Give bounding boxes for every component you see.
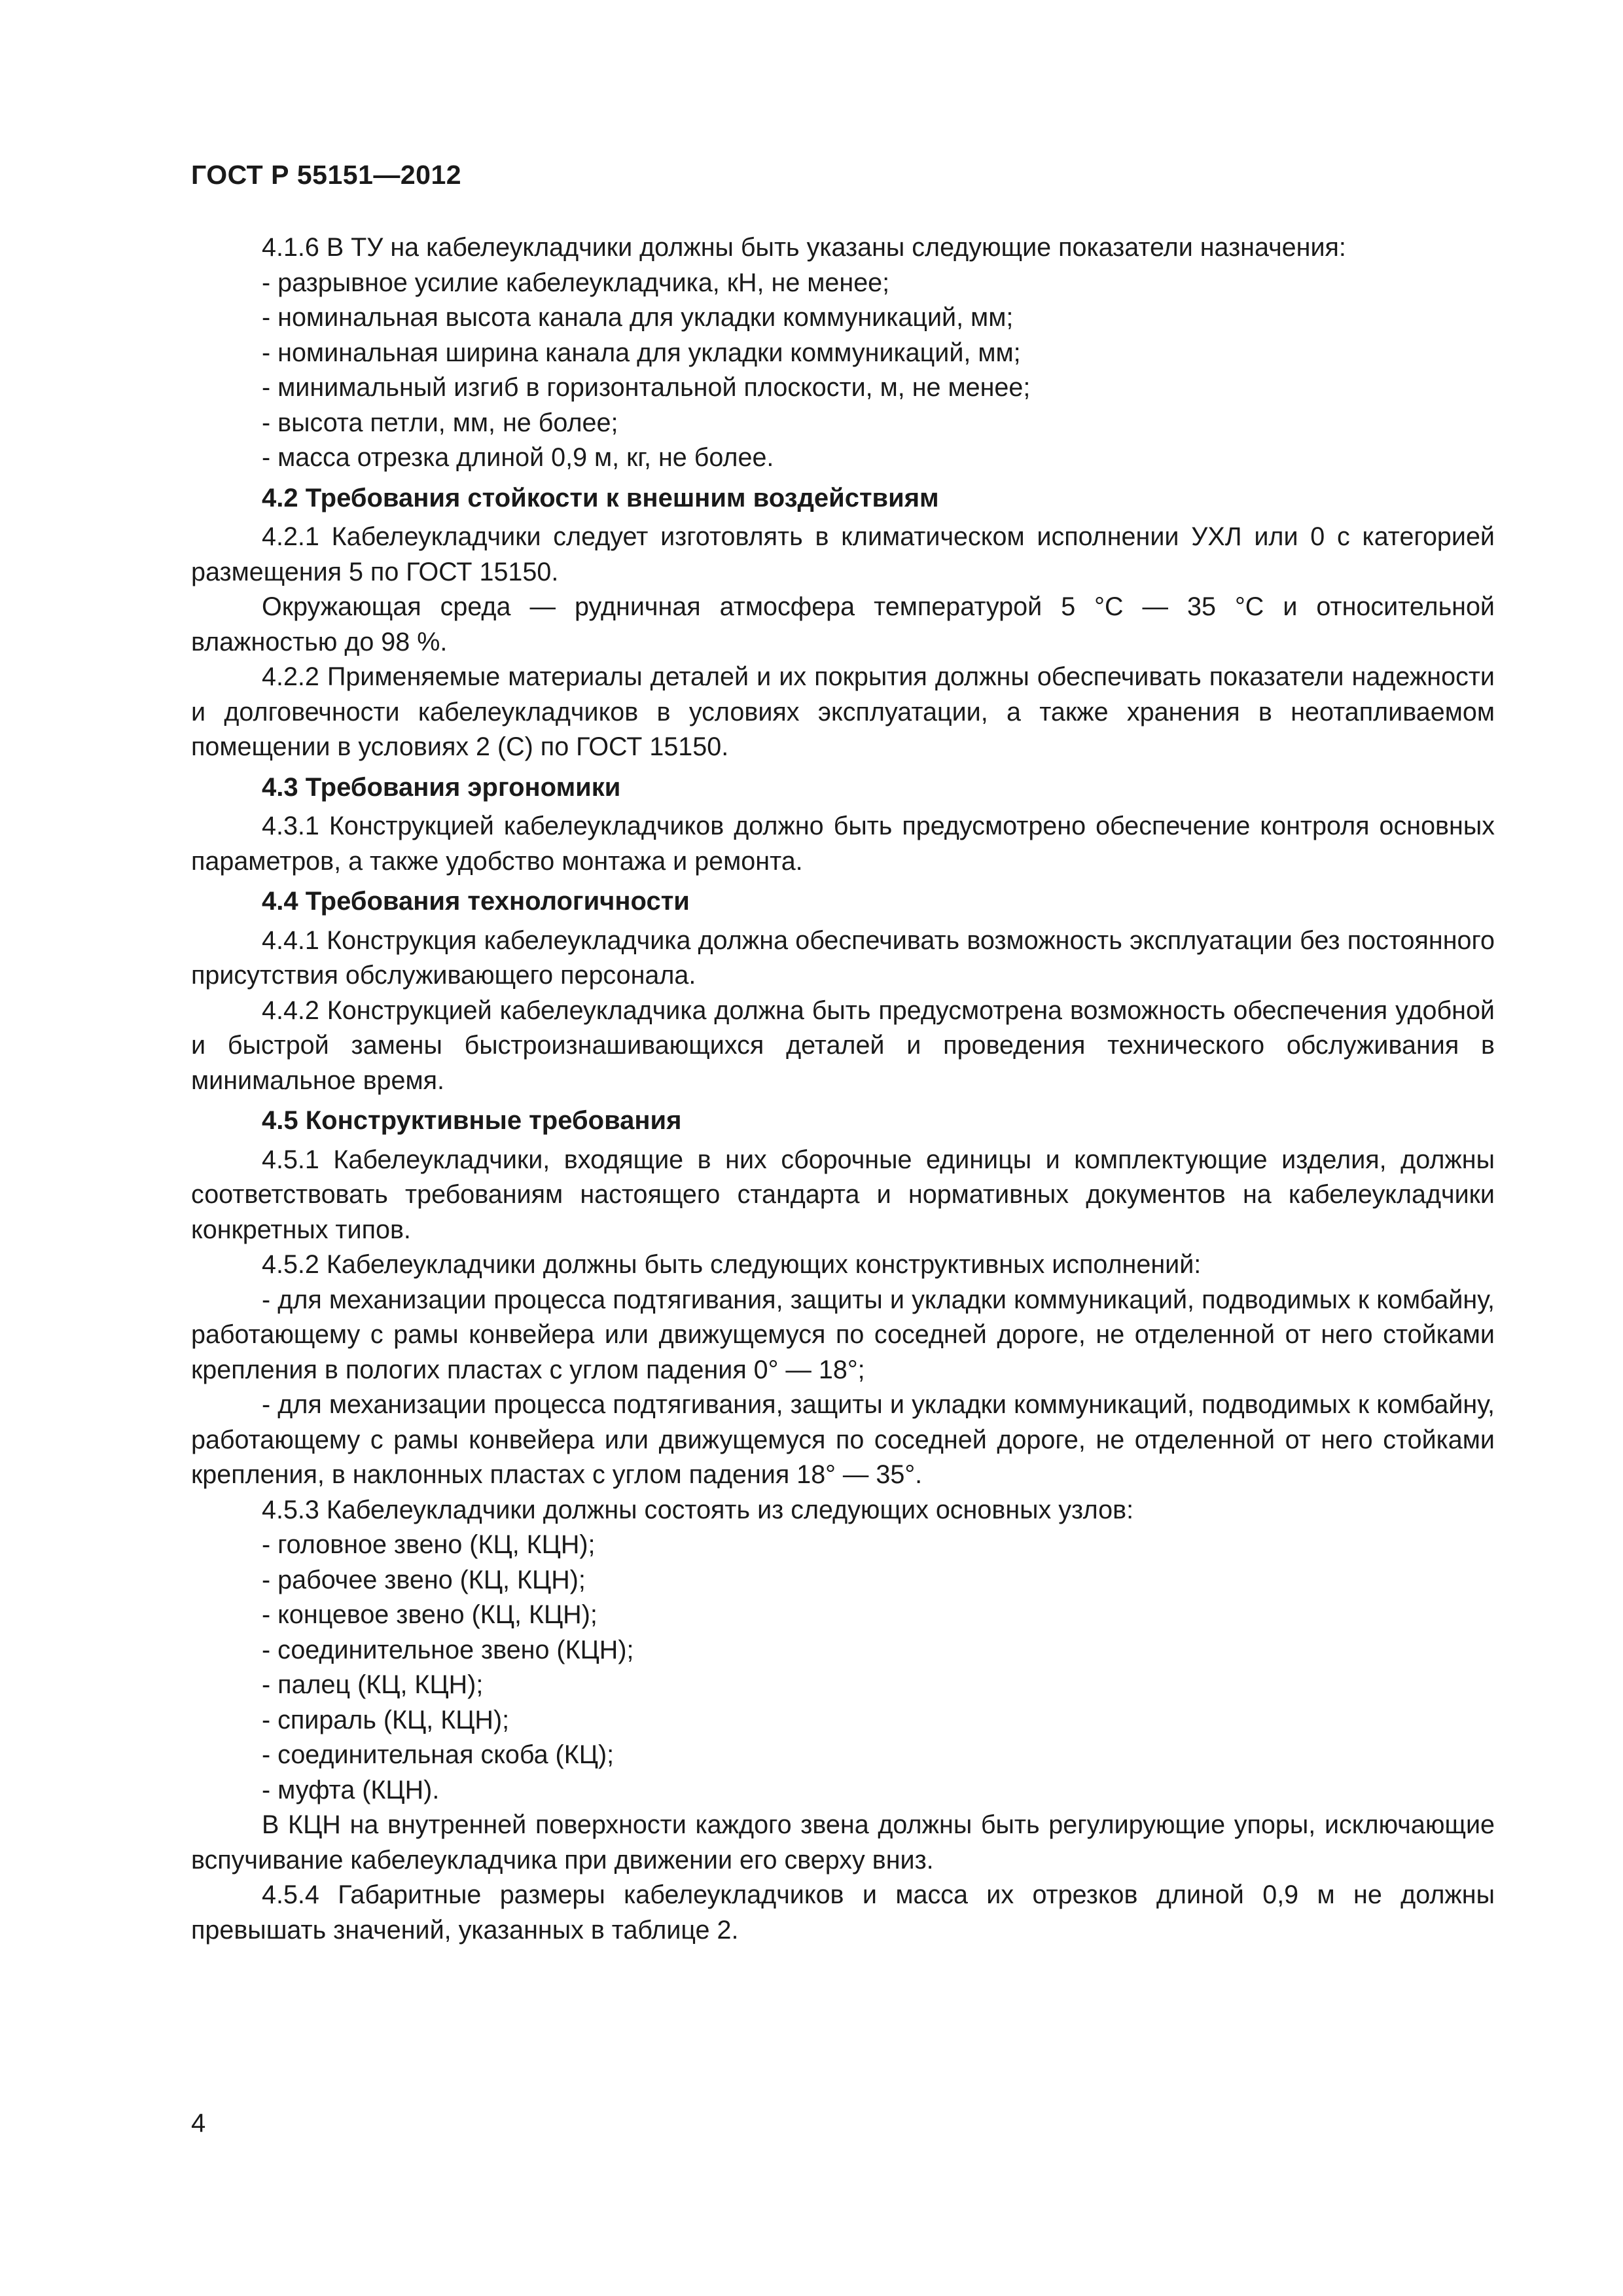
paragraph-4-2-2: 4.2.2 Применяемые материалы деталей и их покрытия должны обеспечивать показатели надежности и долговечности кабелеукладчиков в условиях эксплуатации, а также хранения в неотапливаемом помещении в условиях 2 (С) по ГОСТ 15150.	[191, 662, 1495, 761]
paragraph-4-5-1: 4.5.1 Кабелеукладчики, входящие в них сборочные единицы и комплектующие изделия, должны соответствовать требованиям настоящего стандарта и нормативных документов на кабелеукладчики конкретных типов.	[191, 1145, 1495, 1244]
section-heading-4-4: 4.4 Требования технологичности	[262, 887, 690, 916]
section-heading-4-2: 4.2 Требования стойкости к внешним воздействиям	[262, 483, 939, 512]
paragraph-4-2-1: 4.2.1 Кабелеукладчики следует изготовлять в климатическом исполнении УХЛ или 0 с категорией размещения 5 по ГОСТ 15150.	[191, 522, 1495, 586]
list-item: - номинальная высота канала для укладки коммуникаций, мм;	[262, 303, 1014, 332]
paragraph-4-5-4: 4.5.4 Габаритные размеры кабелеукладчиков и масса их отрезков длиной 0,9 м не должны превышать значений, указанных в таблице 2.	[191, 1880, 1495, 1945]
list-item: - концевое звено (КЦ, КЦН);	[262, 1600, 597, 1629]
list-item: - муфта (КЦН).	[262, 1775, 440, 1804]
list-item: - соединительное звено (КЦН);	[262, 1635, 634, 1664]
list-item: - масса отрезка длиной 0,9 м, кг, не более.	[262, 443, 774, 472]
list-item: - головное звено (КЦ, КЦН);	[262, 1530, 596, 1559]
page-number: 4	[191, 2109, 206, 2138]
list-item: - соединительная скоба (КЦ);	[262, 1740, 615, 1769]
list-item: - высота петли, мм, не более;	[262, 408, 618, 437]
section-heading-4-5: 4.5 Конструктивные требования	[262, 1106, 682, 1135]
list-item: - разрывное усилие кабелеукладчика, кН, не менее;	[262, 268, 890, 297]
list-item: - номинальная ширина канала для укладки коммуникаций, мм;	[262, 338, 1021, 367]
paragraph-4-4-1: 4.4.1 Конструкция кабелеукладчика должна обеспечивать возможность эксплуатации без постоянного присутствия обслуживающего персонала.	[191, 925, 1495, 990]
paragraph-environment: Окружающая среда — рудничная атмосфера температурой 5 °С — 35 °С и относительной влажностью до 98 %.	[191, 592, 1495, 656]
paragraph-4-5-2-variant-a: - для механизации процесса подтягивания, защиты и укладки коммуникаций, подводимых к комбайну, работающему с рамы конвейера или движущемуся по соседней дороге, не отделенной от него стойками крепления в пологих пластах с углом падения 0° — 18°;	[191, 1285, 1495, 1384]
paragraph-kcn-stops: В КЦН на внутренней поверхности каждого звена должны быть регулирующие упоры, исключающие вспучивание кабелеукладчика при движении его сверху вниз.	[191, 1810, 1495, 1874]
document-header: ГОСТ Р 55151—2012	[191, 160, 462, 190]
paragraph-4-3-1: 4.3.1 Конструкцией кабелеукладчиков должно быть предусмотрено обеспечение контроля основных параметров, а также удобство монтажа и ремонта.	[191, 812, 1495, 876]
section-heading-4-3: 4.3 Требования эргономики	[262, 772, 621, 802]
paragraph-4-1-6: 4.1.6 В ТУ на кабелеукладчики должны быть указаны следующие показатели назначения:	[262, 233, 1346, 262]
paragraph-4-5-3: 4.5.3 Кабелеукладчики должны состоять из следующих основных узлов:	[262, 1495, 1134, 1524]
list-item: - рабочее звено (КЦ, КЦН);	[262, 1565, 586, 1594]
list-item: - палец (КЦ, КЦН);	[262, 1670, 484, 1699]
document-body	[191, 230, 1495, 1948]
list-item: - минимальный изгиб в горизонтальной плоскости, м, не менее;	[262, 373, 1031, 402]
paragraph-4-4-2: 4.4.2 Конструкцией кабелеукладчика должна быть предусмотрена возможность обеспечения удобной и быстрой замены быстроизнашивающихся деталей и проведения технического обслуживания в минимальное время.	[191, 996, 1495, 1095]
paragraph-4-5-2: 4.5.2 Кабелеукладчики должны быть следующих конструктивных исполнений:	[262, 1250, 1202, 1279]
list-item: - спираль (КЦ, КЦН);	[262, 1705, 510, 1734]
paragraph-4-5-2-variant-b: - для механизации процесса подтягивания, защиты и укладки коммуникаций, подводимых к комбайну, работающему с рамы конвейера или движущемуся по соседней дороге, не отделенной от него стойками крепления, в наклонных пластах с углом падения 18° — 35°.	[191, 1390, 1495, 1489]
